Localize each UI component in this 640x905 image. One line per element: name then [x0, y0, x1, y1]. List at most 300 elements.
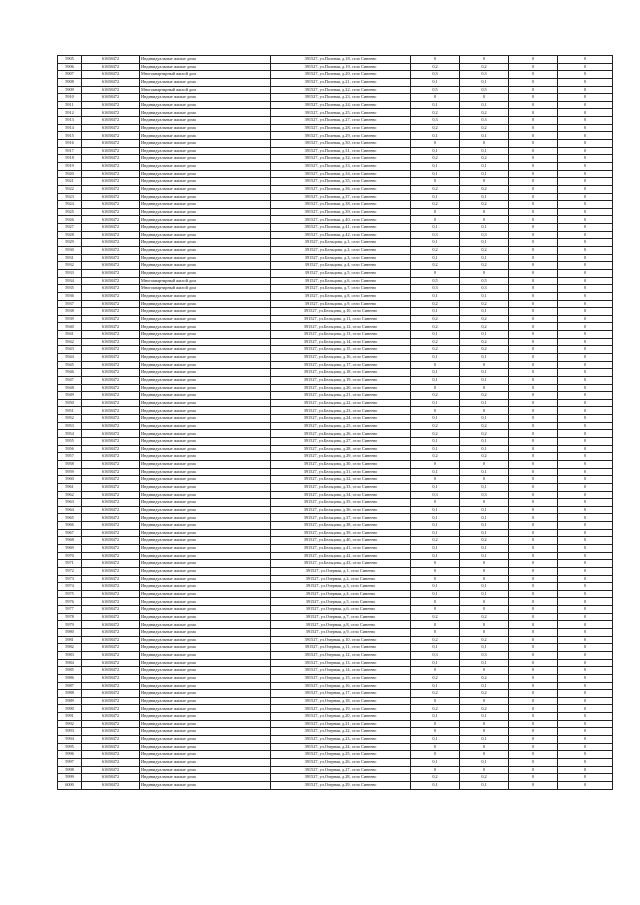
value-a-cell: 0,1	[411, 369, 460, 377]
table-row	[58, 247, 613, 255]
row-number-cell: 5976	[58, 598, 82, 606]
okato-code-cell: 61658472	[82, 308, 140, 316]
address-cell: 391527, ул.Озерная, д.11, село Синеево	[271, 644, 411, 652]
value-d-cell: 0	[558, 308, 613, 316]
address-cell: 391527, ул.Озерная, д.27, село Синеево	[271, 766, 411, 774]
row-number-cell: 5965	[58, 514, 82, 522]
value-c-cell: 0	[509, 224, 558, 232]
value-d-cell: 0	[558, 162, 613, 170]
row-number-cell: 5997	[58, 758, 82, 766]
address-cell: 391527, ул.Озерная, д.6, село Синеево	[271, 606, 411, 614]
value-b-cell: 0,1	[460, 78, 509, 86]
table-row	[58, 56, 613, 64]
address-cell: 391527, ул.Бельцова, д.29, село Синеево	[271, 453, 411, 461]
value-c-cell: 0	[509, 361, 558, 369]
value-b-cell: 0,1	[460, 399, 509, 407]
row-number-cell: 5982	[58, 644, 82, 652]
address-cell: 391527, ул.Бельцова, д.40, село Синеево	[271, 537, 411, 545]
value-c-cell: 0	[509, 560, 558, 568]
okato-code-cell: 61658472	[82, 552, 140, 560]
value-c-cell: 0	[509, 254, 558, 262]
value-d-cell: 0	[558, 430, 613, 438]
address-cell: 391527, ул.Полевая, д.23, село Синеево	[271, 94, 411, 102]
okato-code-cell: 61658472	[82, 331, 140, 339]
okato-code-cell: 61658472	[82, 422, 140, 430]
value-c-cell: 0	[509, 415, 558, 423]
okato-code-cell: 61658472	[82, 178, 140, 186]
okato-code-cell: 61658472	[82, 590, 140, 598]
value-a-cell: 0	[411, 629, 460, 637]
address-cell: 391527, ул.Бельцова, д.27, село Синеево	[271, 438, 411, 446]
address-cell: 391527, ул.Полевая, д.34, село Синеево	[271, 170, 411, 178]
value-a-cell: 0,1	[411, 239, 460, 247]
table-row	[58, 384, 613, 392]
okato-code-cell: 61658472	[82, 629, 140, 637]
row-number-cell: 5913	[58, 117, 82, 125]
value-a-cell: 0,1	[411, 308, 460, 316]
address-cell: 391527, ул.Бельцова, д.12, село Синеево	[271, 323, 411, 331]
value-b-cell: 0,1	[460, 331, 509, 339]
row-number-cell: 5947	[58, 376, 82, 384]
value-c-cell: 0	[509, 651, 558, 659]
building-type-cell: Индивидуальные жилые дома	[140, 239, 271, 247]
building-type-cell: Индивидуальные жилые дома	[140, 178, 271, 186]
address-cell: 391527, ул.Полевая, д.22, село Синеево	[271, 86, 411, 94]
building-type-cell: Индивидуальные жилые дома	[140, 323, 271, 331]
value-c-cell: 0	[509, 63, 558, 71]
value-b-cell: 0,3	[460, 491, 509, 499]
building-type-cell: Индивидуальные жилые дома	[140, 613, 271, 621]
value-b-cell: 0,1	[460, 545, 509, 553]
okato-code-cell: 61658472	[82, 697, 140, 705]
building-type-cell: Индивидуальные жилые дома	[140, 659, 271, 667]
value-b-cell: 0,1	[460, 781, 509, 789]
table-row	[58, 109, 613, 117]
value-a-cell: 0,2	[411, 185, 460, 193]
table-row	[58, 300, 613, 308]
building-type-cell: Индивидуальные жилые дома	[140, 117, 271, 125]
address-cell: 391527, ул.Озерная, д.9, село Синеево	[271, 629, 411, 637]
value-a-cell: 0,2	[411, 300, 460, 308]
table-row	[58, 453, 613, 461]
building-type-cell: Индивидуальные жилые дома	[140, 537, 271, 545]
value-b-cell: 0,2	[460, 109, 509, 117]
value-b-cell: 0,1	[460, 483, 509, 491]
value-c-cell: 0	[509, 781, 558, 789]
value-a-cell: 0,3	[411, 117, 460, 125]
value-c-cell: 0	[509, 86, 558, 94]
table-row	[58, 682, 613, 690]
value-c-cell: 0	[509, 392, 558, 400]
table-row	[58, 63, 613, 71]
okato-code-cell: 61658472	[82, 751, 140, 759]
row-number-cell: 5964	[58, 506, 82, 514]
row-number-cell: 5941	[58, 331, 82, 339]
value-a-cell: 0,2	[411, 346, 460, 354]
building-type-cell: Индивидуальные жилые дома	[140, 445, 271, 453]
row-number-cell: 5919	[58, 162, 82, 170]
value-b-cell: 0	[460, 667, 509, 675]
value-d-cell: 0	[558, 392, 613, 400]
value-b-cell: 0,1	[460, 415, 509, 423]
table-row	[58, 399, 613, 407]
table-row	[58, 491, 613, 499]
data-table	[57, 55, 613, 790]
value-b-cell: 0	[460, 629, 509, 637]
address-cell: 391527, ул.Полевая, д.20, село Синеево	[271, 71, 411, 79]
okato-code-cell: 61658472	[82, 560, 140, 568]
building-type-cell: Индивидуальные жилые дома	[140, 254, 271, 262]
value-d-cell: 0	[558, 629, 613, 637]
value-a-cell: 0	[411, 743, 460, 751]
row-number-cell: 5910	[58, 94, 82, 102]
value-a-cell: 0	[411, 766, 460, 774]
row-number-cell: 5998	[58, 766, 82, 774]
address-cell: 391527, ул.Бельцова, д.32, село Синеево	[271, 476, 411, 484]
value-b-cell: 0,2	[460, 674, 509, 682]
okato-code-cell: 61658472	[82, 56, 140, 64]
address-cell: 391527, ул.Озерная, д.26, село Синеево	[271, 758, 411, 766]
value-d-cell: 0	[558, 140, 613, 148]
address-cell: 391527, ул.Бельцова, д.20, село Синеево	[271, 384, 411, 392]
table-row	[58, 766, 613, 774]
address-cell: 391527, ул.Полевая, д.38, село Синеево	[271, 201, 411, 209]
table-row	[58, 644, 613, 652]
value-c-cell: 0	[509, 170, 558, 178]
okato-code-cell: 61658472	[82, 522, 140, 530]
value-b-cell: 0,1	[460, 132, 509, 140]
value-b-cell: 0	[460, 766, 509, 774]
table-row	[58, 758, 613, 766]
building-type-cell: Индивидуальные жилые дома	[140, 575, 271, 583]
value-a-cell: 0,2	[411, 63, 460, 71]
value-a-cell: 0,2	[411, 422, 460, 430]
value-a-cell: 0,2	[411, 109, 460, 117]
value-a-cell: 0,1	[411, 415, 460, 423]
value-b-cell: 0,1	[460, 522, 509, 530]
row-number-cell: 5977	[58, 606, 82, 614]
value-d-cell: 0	[558, 338, 613, 346]
value-d-cell: 0	[558, 78, 613, 86]
row-number-cell: 5990	[58, 705, 82, 713]
building-type-cell: Индивидуальные жилые дома	[140, 590, 271, 598]
value-d-cell: 0	[558, 499, 613, 507]
value-b-cell: 0	[460, 476, 509, 484]
address-cell: 391527, ул.Озерная, д.14, село Синеево	[271, 667, 411, 675]
table-row	[58, 331, 613, 339]
value-d-cell: 0	[558, 109, 613, 117]
address-cell: 391527, ул.Озерная, д.7, село Синеево	[271, 613, 411, 621]
address-cell: 391527, ул.Бельцова, д.35, село Синеево	[271, 499, 411, 507]
value-b-cell: 0,3	[460, 117, 509, 125]
okato-code-cell: 61658472	[82, 216, 140, 224]
building-type-cell: Индивидуальные жилые дома	[140, 522, 271, 530]
okato-code-cell: 61658472	[82, 155, 140, 163]
value-d-cell: 0	[558, 63, 613, 71]
row-number-cell: 5958	[58, 460, 82, 468]
value-d-cell: 0	[558, 736, 613, 744]
row-number-cell: 5986	[58, 674, 82, 682]
address-cell: 391527, ул.Полевая, д.40, село Синеево	[271, 216, 411, 224]
value-c-cell: 0	[509, 682, 558, 690]
address-cell: 391527, ул.Бельцова, д.13, село Синеево	[271, 331, 411, 339]
value-a-cell: 0,2	[411, 613, 460, 621]
table-row	[58, 185, 613, 193]
building-type-cell: Индивидуальные жилые дома	[140, 353, 271, 361]
value-b-cell: 0,3	[460, 71, 509, 79]
value-a-cell: 0,1	[411, 376, 460, 384]
building-type-cell: Индивидуальные жилые дома	[140, 720, 271, 728]
value-b-cell: 0,1	[460, 758, 509, 766]
building-type-cell: Индивидуальные жилые дома	[140, 476, 271, 484]
value-b-cell: 0,2	[460, 690, 509, 698]
value-a-cell: 0	[411, 407, 460, 415]
value-d-cell: 0	[558, 552, 613, 560]
value-b-cell: 0,1	[460, 239, 509, 247]
table-row	[58, 606, 613, 614]
building-type-cell: Индивидуальные жилые дома	[140, 430, 271, 438]
okato-code-cell: 61658472	[82, 499, 140, 507]
value-a-cell: 0	[411, 499, 460, 507]
building-type-cell: Индивидуальные жилые дома	[140, 193, 271, 201]
value-d-cell: 0	[558, 384, 613, 392]
value-b-cell: 0,2	[460, 323, 509, 331]
address-cell: 391527, ул.Озерная, д.13, село Синеево	[271, 659, 411, 667]
building-type-cell: Индивидуальные жилые дома	[140, 415, 271, 423]
value-d-cell: 0	[558, 346, 613, 354]
address-cell: 391527, ул.Озерная, д.12, село Синеево	[271, 651, 411, 659]
address-cell: 391527, ул.Бельцова, д.7, село Синеево	[271, 285, 411, 293]
value-d-cell: 0	[558, 117, 613, 125]
value-b-cell: 0,5	[460, 277, 509, 285]
table-row	[58, 499, 613, 507]
okato-code-cell: 61658472	[82, 369, 140, 377]
value-b-cell: 0	[460, 208, 509, 216]
value-a-cell: 0	[411, 56, 460, 64]
value-d-cell: 0	[558, 766, 613, 774]
value-d-cell: 0	[558, 147, 613, 155]
table-row	[58, 659, 613, 667]
value-c-cell: 0	[509, 430, 558, 438]
row-number-cell: 5928	[58, 231, 82, 239]
table-row	[58, 269, 613, 277]
table-row	[58, 292, 613, 300]
value-d-cell: 0	[558, 560, 613, 568]
table-row	[58, 636, 613, 644]
building-type-cell: Индивидуальные жилые дома	[140, 651, 271, 659]
value-b-cell: 0	[460, 499, 509, 507]
address-cell: 391527, ул.Бельцова, д.31, село Синеево	[271, 468, 411, 476]
value-b-cell: 0	[460, 567, 509, 575]
table-row	[58, 415, 613, 423]
building-type-cell: Индивидуальные жилые дома	[140, 667, 271, 675]
value-a-cell: 0,3	[411, 491, 460, 499]
table-row	[58, 254, 613, 262]
table-row	[58, 560, 613, 568]
okato-code-cell: 61658472	[82, 361, 140, 369]
address-cell: 391527, ул.Бельцова, д.10, село Синеево	[271, 308, 411, 316]
value-d-cell: 0	[558, 621, 613, 629]
value-d-cell: 0	[558, 170, 613, 178]
value-b-cell: 0,2	[460, 705, 509, 713]
table-row	[58, 361, 613, 369]
value-c-cell: 0	[509, 285, 558, 293]
okato-code-cell: 61658472	[82, 147, 140, 155]
building-type-cell: Индивидуальные жилые дома	[140, 529, 271, 537]
okato-code-cell: 61658472	[82, 262, 140, 270]
address-cell: 391527, ул.Озерная, д.15, село Синеево	[271, 674, 411, 682]
value-c-cell: 0	[509, 269, 558, 277]
value-d-cell: 0	[558, 292, 613, 300]
table-row	[58, 323, 613, 331]
value-c-cell: 0	[509, 690, 558, 698]
address-cell: 391527, ул.Озерная, д.24, село Синеево	[271, 743, 411, 751]
value-a-cell: 0,1	[411, 331, 460, 339]
row-number-cell: 5952	[58, 415, 82, 423]
okato-code-cell: 61658472	[82, 567, 140, 575]
value-a-cell: 0,2	[411, 247, 460, 255]
value-b-cell: 0,5	[460, 86, 509, 94]
okato-code-cell: 61658472	[82, 300, 140, 308]
row-number-cell: 5991	[58, 713, 82, 721]
value-a-cell: 0	[411, 140, 460, 148]
value-c-cell: 0	[509, 529, 558, 537]
value-d-cell: 0	[558, 697, 613, 705]
value-c-cell: 0	[509, 109, 558, 117]
building-type-cell: Индивидуальные жилые дома	[140, 468, 271, 476]
address-cell: 391527, ул.Бельцова, д.28, село Синеево	[271, 445, 411, 453]
value-b-cell: 0	[460, 743, 509, 751]
row-number-cell: 5989	[58, 697, 82, 705]
building-type-cell: Индивидуальные жилые дома	[140, 644, 271, 652]
value-c-cell: 0	[509, 247, 558, 255]
table-row	[58, 537, 613, 545]
value-c-cell: 0	[509, 728, 558, 736]
address-cell: 391527, ул.Бельцова, д.16, село Синеево	[271, 353, 411, 361]
value-b-cell: 0,2	[460, 613, 509, 621]
value-c-cell: 0	[509, 468, 558, 476]
value-c-cell: 0	[509, 162, 558, 170]
value-d-cell: 0	[558, 567, 613, 575]
table-row	[58, 781, 613, 789]
value-d-cell: 0	[558, 476, 613, 484]
value-b-cell: 0,1	[460, 736, 509, 744]
address-cell: 391527, ул.Бельцова, д.26, село Синеево	[271, 430, 411, 438]
value-b-cell: 0	[460, 720, 509, 728]
building-type-cell: Индивидуальные жилые дома	[140, 331, 271, 339]
building-type-cell: Индивидуальные жилые дома	[140, 751, 271, 759]
row-number-cell: 5956	[58, 445, 82, 453]
table-row	[58, 101, 613, 109]
building-type-cell: Индивидуальные жилые дома	[140, 292, 271, 300]
value-a-cell: 0	[411, 560, 460, 568]
row-number-cell: 5961	[58, 483, 82, 491]
value-a-cell: 0,1	[411, 483, 460, 491]
value-d-cell: 0	[558, 651, 613, 659]
building-type-cell: Индивидуальные жилые дома	[140, 338, 271, 346]
value-b-cell: 0	[460, 178, 509, 186]
value-d-cell: 0	[558, 361, 613, 369]
table-row	[58, 71, 613, 79]
building-type-cell: Индивидуальные жилые дома	[140, 636, 271, 644]
okato-code-cell: 61658472	[82, 659, 140, 667]
value-b-cell: 0,1	[460, 529, 509, 537]
value-a-cell: 0	[411, 476, 460, 484]
table-row	[58, 308, 613, 316]
value-d-cell: 0	[558, 674, 613, 682]
value-c-cell: 0	[509, 353, 558, 361]
value-c-cell: 0	[509, 445, 558, 453]
address-cell: 391527, ул.Озерная, д.10, село Синеево	[271, 636, 411, 644]
value-d-cell: 0	[558, 323, 613, 331]
okato-code-cell: 61658472	[82, 415, 140, 423]
value-b-cell: 0	[460, 697, 509, 705]
value-a-cell: 0	[411, 621, 460, 629]
value-b-cell: 0	[460, 598, 509, 606]
value-a-cell: 0,1	[411, 468, 460, 476]
value-a-cell: 0,1	[411, 758, 460, 766]
row-number-cell: 5926	[58, 216, 82, 224]
value-d-cell: 0	[558, 231, 613, 239]
value-a-cell: 0,1	[411, 545, 460, 553]
table-row	[58, 445, 613, 453]
value-c-cell: 0	[509, 231, 558, 239]
address-cell: 391527, ул.Бельцова, д.23, село Синеево	[271, 407, 411, 415]
value-d-cell: 0	[558, 407, 613, 415]
value-b-cell: 0,3	[460, 651, 509, 659]
address-cell: 391527, ул.Бельцова, д.37, село Синеево	[271, 514, 411, 522]
building-type-cell: Индивидуальные жилые дома	[140, 774, 271, 782]
address-cell: 391527, ул.Бельцова, д.38, село Синеево	[271, 522, 411, 530]
value-d-cell: 0	[558, 369, 613, 377]
building-type-cell: Индивидуальные жилые дома	[140, 552, 271, 560]
value-d-cell: 0	[558, 575, 613, 583]
value-c-cell: 0	[509, 705, 558, 713]
table-row	[58, 407, 613, 415]
building-type-cell: Индивидуальные жилые дома	[140, 545, 271, 553]
table-row	[58, 690, 613, 698]
row-number-cell: 5915	[58, 132, 82, 140]
value-d-cell: 0	[558, 636, 613, 644]
address-cell: 391527, ул.Озерная, д.29, село Синеево	[271, 781, 411, 789]
building-type-cell: Индивидуальные жилые дома	[140, 598, 271, 606]
value-a-cell: 0,2	[411, 323, 460, 331]
okato-code-cell: 61658472	[82, 392, 140, 400]
value-c-cell: 0	[509, 476, 558, 484]
table-row	[58, 728, 613, 736]
okato-code-cell: 61658472	[82, 537, 140, 545]
value-d-cell: 0	[558, 300, 613, 308]
table-row	[58, 506, 613, 514]
value-a-cell: 0,2	[411, 155, 460, 163]
address-cell: 391527, ул.Полевая, д.31, село Синеево	[271, 147, 411, 155]
value-b-cell: 0,1	[460, 506, 509, 514]
row-number-cell: 5981	[58, 636, 82, 644]
value-c-cell: 0	[509, 713, 558, 721]
value-d-cell: 0	[558, 522, 613, 530]
okato-code-cell: 61658472	[82, 514, 140, 522]
building-type-cell: Индивидуальные жилые дома	[140, 170, 271, 178]
value-a-cell: 0,1	[411, 583, 460, 591]
building-type-cell: Индивидуальные жилые дома	[140, 506, 271, 514]
value-d-cell: 0	[558, 751, 613, 759]
table-row	[58, 124, 613, 132]
value-a-cell: 0,2	[411, 690, 460, 698]
okato-code-cell: 61658472	[82, 743, 140, 751]
value-b-cell: 0	[460, 269, 509, 277]
okato-code-cell: 61658472	[82, 323, 140, 331]
value-a-cell: 0,2	[411, 537, 460, 545]
